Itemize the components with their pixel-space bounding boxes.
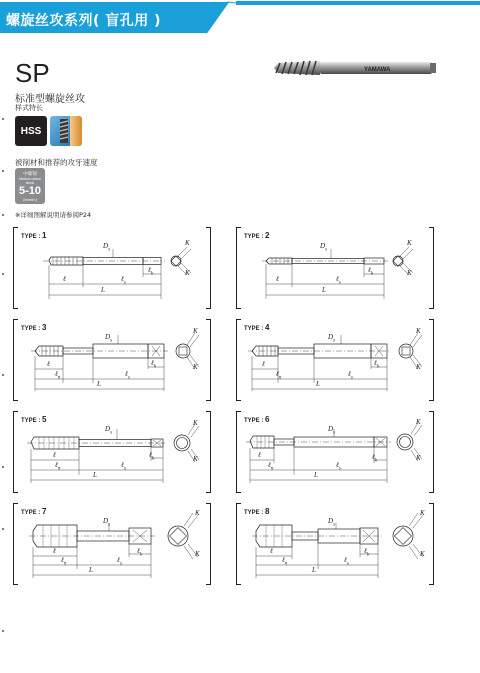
dim-ds: $D_s$: [105, 425, 113, 436]
dim-k-top: K: [185, 239, 190, 247]
dim-k-bottom: K: [416, 363, 421, 371]
dim-ls: ℓ$_s$: [336, 461, 341, 472]
dim-lk: ℓ$_k$: [368, 266, 374, 277]
type-3-panel: [13, 319, 211, 401]
dim-l: ℓ: [258, 451, 261, 459]
dim-ds: $D_s$: [328, 517, 336, 528]
dim-lk: ℓ$_k$: [374, 359, 380, 370]
dim-ln: ℓ$_n$: [276, 370, 282, 381]
dim-ds: $D_s$: [320, 242, 328, 253]
header-title: 螺旋丝攻系列( 盲孔用 ): [6, 13, 162, 29]
type-6-panel: [236, 411, 434, 493]
dim-ds: $D_s$: [328, 425, 336, 436]
dim-L: L: [316, 380, 320, 388]
dim-lk: ℓ$_k$: [149, 451, 155, 462]
dim-ln: ℓ$_n$: [268, 461, 274, 472]
dim-ls: ℓ$_s$: [117, 556, 122, 567]
coating-icon: [50, 116, 82, 146]
dim-ds: $D_s$: [328, 333, 336, 344]
type-1-label: TYPE : 1: [21, 231, 47, 240]
product-subtitle: 样式特长: [15, 104, 43, 112]
speed-material: 中碳钢: [23, 171, 37, 176]
speed-material-en: Medium carbon steels: [19, 177, 41, 185]
dim-ln: ℓ$_n$: [61, 556, 67, 567]
dim-k-top: K: [195, 509, 200, 517]
dim-ds: $D_s$: [103, 517, 111, 528]
dim-k-top: K: [193, 327, 198, 335]
dim-ln: ℓ$_n$: [55, 461, 61, 472]
dim-ls: ℓ$_s$: [348, 370, 353, 381]
dim-ls: ℓ$_s$: [121, 275, 126, 286]
tap-photo: [272, 58, 438, 78]
dim-ln: ℓ$_n$: [55, 370, 61, 381]
dim-k-bottom: K: [195, 550, 200, 558]
dim-L: L: [101, 286, 105, 294]
dim-l: ℓ: [63, 275, 66, 283]
dim-ls: ℓ$_s$: [336, 275, 341, 286]
dim-lk: ℓ$_k$: [364, 547, 370, 558]
type-7-label: TYPE : 7: [21, 507, 47, 516]
speed-unit: (m/min): [23, 197, 37, 202]
dim-L: L: [93, 471, 97, 479]
type-7-panel: [13, 503, 211, 585]
dim-l: ℓ: [270, 547, 273, 555]
dim-lk: ℓ$_k$: [372, 453, 378, 464]
header-bar: [0, 0, 480, 40]
dim-ln: ℓ$_n$: [282, 556, 288, 567]
type-3-label: TYPE : 3: [21, 323, 47, 332]
dim-k-bottom: K: [420, 550, 425, 558]
type-2-label: TYPE : 2: [244, 231, 270, 240]
dim-ds: $D_s$: [103, 242, 111, 253]
dim-k-top: K: [193, 419, 198, 427]
dim-ls: ℓ$_s$: [121, 461, 126, 472]
type-4-label: TYPE : 4: [244, 323, 270, 332]
dim-lk: ℓ$_k$: [148, 266, 154, 277]
dim-l: ℓ: [47, 360, 50, 368]
type-5-panel: [13, 411, 211, 493]
type-8-panel: [236, 503, 434, 585]
speed-badge: [15, 168, 45, 204]
type-1-panel: [13, 227, 211, 309]
reference-note: ※详细图解说明请参阅P24: [15, 211, 92, 219]
dim-l: ℓ: [53, 547, 56, 555]
dim-L: L: [322, 286, 326, 294]
speed-value: 5-10: [18, 185, 42, 197]
dim-l: ℓ: [276, 275, 279, 283]
dim-k-top: K: [416, 418, 421, 426]
dim-L: L: [312, 566, 316, 574]
dim-ds: $D_s$: [105, 333, 113, 344]
dim-k-bottom: K: [185, 269, 190, 277]
dim-lk: ℓ$_k$: [137, 547, 143, 558]
photo-brand: YAMAWA: [364, 67, 391, 73]
product-code: SP: [15, 58, 50, 88]
dim-l: ℓ: [53, 451, 56, 459]
dim-k-top: K: [416, 327, 421, 335]
type-5-label: TYPE : 5: [21, 415, 47, 424]
type-2-panel: [236, 227, 434, 309]
dim-lk: ℓ$_k$: [151, 359, 157, 370]
margin-ticks: [0, 0, 6, 673]
dim-ls: ℓ$_s$: [125, 370, 130, 381]
dim-k-bottom: K: [416, 454, 421, 462]
dim-k-bottom: K: [193, 363, 198, 371]
dim-k-bottom: K: [407, 269, 412, 277]
dim-ls: ℓ$_s$: [344, 556, 349, 567]
type-4-panel: [236, 319, 434, 401]
hss-badge: HSS: [15, 116, 47, 146]
dim-L: L: [89, 566, 93, 574]
product-name: 标准型螺旋丝攻: [15, 94, 85, 105]
type-6-label: TYPE : 6: [244, 415, 270, 424]
dim-k-bottom: K: [193, 455, 198, 463]
type-8-label: TYPE : 8: [244, 507, 270, 516]
dim-L: L: [314, 471, 318, 479]
material-label: 被削材和推荐的攻牙速度: [15, 158, 98, 167]
dim-k-top: K: [420, 509, 425, 517]
dim-L: L: [97, 380, 101, 388]
dim-l: ℓ: [262, 360, 265, 368]
dim-k-top: K: [407, 239, 412, 247]
